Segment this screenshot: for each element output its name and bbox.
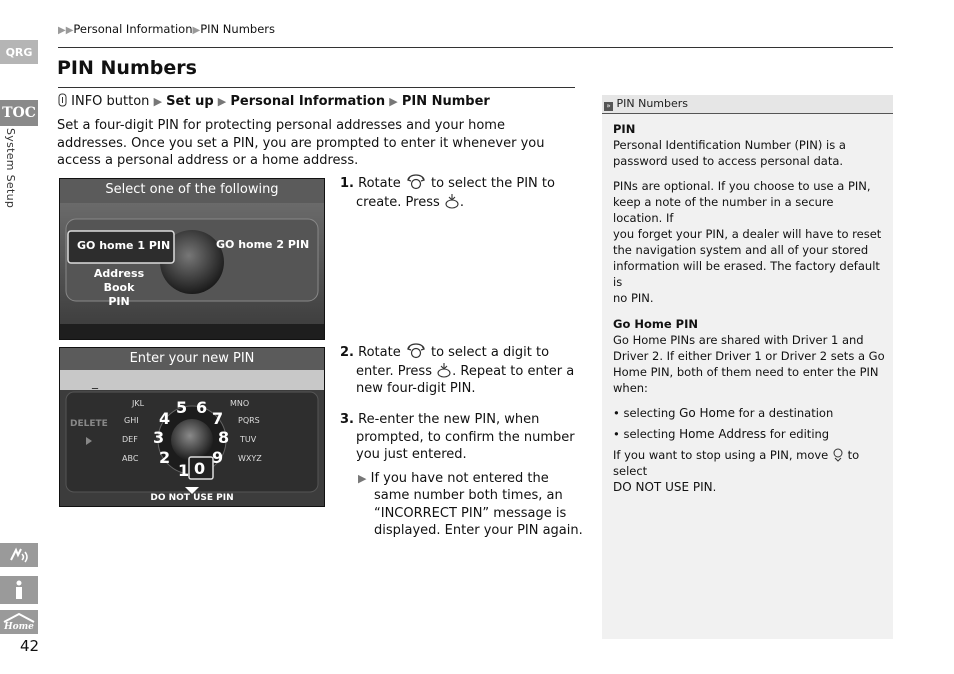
bullet-text: selecting (623, 427, 676, 441)
breadcrumb-item[interactable]: Personal Information (73, 22, 193, 36)
digit-6[interactable]: 6 (196, 398, 208, 417)
screen-title: Select one of the following (105, 182, 279, 197)
page-title: PIN Numbers (57, 57, 197, 79)
qrg-tab[interactable]: QRG (0, 40, 38, 64)
letters-jkl: JKL (132, 399, 145, 408)
voice-icon (8, 546, 30, 564)
step-text: prompted, to confirm the number (356, 429, 575, 445)
breadcrumb-arrow-icon: ▶▶ (58, 25, 74, 36)
divider (58, 47, 893, 48)
letters-abc: ABC (122, 454, 139, 463)
digit-8[interactable]: 8 (218, 428, 230, 447)
option-label: Address Book (93, 267, 145, 294)
nav-step: PIN Number (401, 94, 490, 109)
bullet-keyword: Home Address (679, 427, 767, 441)
letters-wxyz: WXYZ (238, 454, 262, 463)
pin-cursor: _ (92, 375, 98, 389)
note-line: Driver 2. If either Driver 1 or Driver 2 sets a Go (613, 349, 885, 363)
step-text: Rotate (358, 176, 401, 191)
bullet-text: for a destination (738, 406, 834, 420)
letters-ghi: GHI (124, 416, 139, 425)
note-line: PINs are optional. If you choose to use a PIN, (613, 179, 871, 193)
nav-step: Set up (166, 94, 214, 109)
note-line (613, 479, 885, 495)
enter-button-icon (436, 362, 452, 378)
enter-button-icon (444, 193, 460, 209)
step-text: . Repeat to enter a (452, 363, 575, 379)
screen-title: Enter your new PIN (129, 351, 255, 366)
letters-tuv: TUV (240, 435, 257, 444)
digit-3[interactable]: 3 (153, 428, 165, 447)
toc-tab[interactable]: TOC (0, 100, 38, 126)
note-text: to select (613, 448, 860, 478)
step-text: to select a digit to (430, 345, 550, 360)
step-text: Re-enter the new PIN, when (358, 412, 540, 427)
move-down-icon (832, 448, 844, 462)
note-line: Go Home PINs are shared with Driver 1 and (613, 333, 864, 347)
double-arrow-icon: » (604, 102, 613, 111)
step-text: new four-digit PIN. (356, 381, 476, 396)
side-note-header (602, 95, 893, 114)
digit-1[interactable]: 1 (178, 461, 190, 480)
screen-enter-pin (59, 347, 325, 507)
note-keyword: DO NOT USE PIN (613, 480, 713, 494)
step-text: you just entered. (356, 447, 467, 462)
step-note (340, 470, 583, 540)
divider (58, 87, 575, 88)
option-go-home-2-pin[interactable]: GO home 2 PIN (216, 238, 310, 251)
note-line: Personal Identification Number (PIN) is a (613, 138, 846, 152)
step-text: Rotate (358, 345, 401, 360)
note-text: “INCORRECT PIN” message is (374, 505, 567, 521)
info-tab[interactable] (0, 576, 38, 604)
digit-4[interactable]: 4 (159, 409, 171, 428)
bullet-text: selecting (623, 406, 676, 420)
step-text: to select the PIN to (430, 176, 555, 191)
note-text: displayed. Enter your PIN again. (374, 523, 583, 538)
info-icon (12, 580, 26, 600)
section-label: System Setup (4, 128, 17, 209)
digit-0[interactable]: 0 (194, 459, 206, 478)
breadcrumb (58, 22, 275, 36)
arrow-icon: ▶ (217, 95, 227, 108)
option-label: PIN (108, 295, 130, 308)
letters-mno: MNO (230, 399, 250, 408)
selector-knob-icon (171, 419, 213, 461)
note-line (613, 447, 885, 479)
side-note-body (613, 121, 885, 495)
home-tab[interactable] (0, 610, 38, 634)
note-line: you forget your PIN, a dealer will have to reset (613, 227, 882, 241)
digit-2[interactable]: 2 (159, 448, 171, 467)
do-not-use-pin-option[interactable]: DO NOT USE PIN (150, 493, 234, 503)
bullet-item: • selecting Go Home for a destination (613, 406, 834, 420)
note-text: If you want to stop using a PIN, move (613, 448, 829, 462)
rotate-knob-icon (405, 174, 427, 190)
note-line: password used to access personal data. (613, 154, 844, 168)
step-number: 3. (340, 412, 354, 427)
note-line: when: (613, 381, 648, 395)
pin-heading: PIN (613, 122, 636, 136)
note-line: no PIN. (613, 291, 654, 305)
note-line: Home PIN, both of them need to enter the PIN (613, 365, 879, 379)
arrow-icon: ▶ (389, 95, 398, 108)
note-line: the navigation system and all of your stored (613, 243, 869, 257)
option-address-book-pin[interactable] (78, 267, 160, 309)
info-button-icon (58, 93, 67, 107)
letters-def: DEF (122, 435, 138, 444)
bullet-text: for editing (769, 427, 830, 441)
breadcrumb-item[interactable]: PIN Numbers (200, 22, 275, 36)
note-text: . (712, 480, 717, 494)
note-line: information will be erased. The factory default is (613, 259, 880, 289)
rotate-knob-icon (405, 343, 427, 359)
intro-paragraph: Set a four-digit PIN for protecting personal addresses and your home addresses. Once you set a PIN, you are prompted to enter it whenever you access a personal address or a home address. (57, 118, 545, 168)
step-text: create. Press (356, 194, 440, 210)
step-2 (340, 343, 574, 398)
step-3 (340, 411, 583, 540)
step-number: 1. (340, 176, 354, 191)
page-number: 42 (20, 637, 40, 655)
nav-start: INFO button (71, 94, 150, 109)
step-text: enter. Press (356, 363, 432, 379)
note-line: keep a note of the number in a secure location. If (613, 195, 834, 225)
note-arrow-icon: ▶ (358, 471, 367, 485)
letters-pqrs: PQRS (238, 416, 260, 425)
digit-5[interactable]: 5 (176, 398, 188, 417)
option-go-home-1-pin[interactable]: GO home 1 PIN (77, 239, 171, 252)
note-text: If you have not entered the (370, 470, 549, 486)
bullet-keyword: Go Home (679, 406, 735, 420)
digit-7[interactable]: 7 (212, 409, 224, 428)
delete-button[interactable]: DELETE (70, 419, 108, 429)
nav-step: Personal Information (230, 94, 386, 109)
home-icon (2, 612, 36, 632)
digit-9[interactable]: 9 (212, 448, 224, 467)
svg-text:Home: Home (4, 622, 34, 632)
side-note-title: PIN Numbers (616, 97, 689, 110)
breadcrumb-arrow-icon: ▶ (192, 25, 201, 36)
voice-command-tab[interactable] (0, 543, 38, 567)
go-home-pin-heading: Go Home PIN (613, 317, 698, 331)
arrow-icon: ▶ (153, 95, 163, 108)
note-text: same number both times, an (374, 488, 563, 503)
step-1: 1. Rotate to select the PIN to create. Press . (340, 176, 555, 210)
bullet-item: • selecting Home Address for editing (613, 427, 830, 441)
screen-select-pin (59, 178, 325, 340)
navigation-path (58, 93, 490, 109)
step-number: 2. (340, 345, 354, 360)
